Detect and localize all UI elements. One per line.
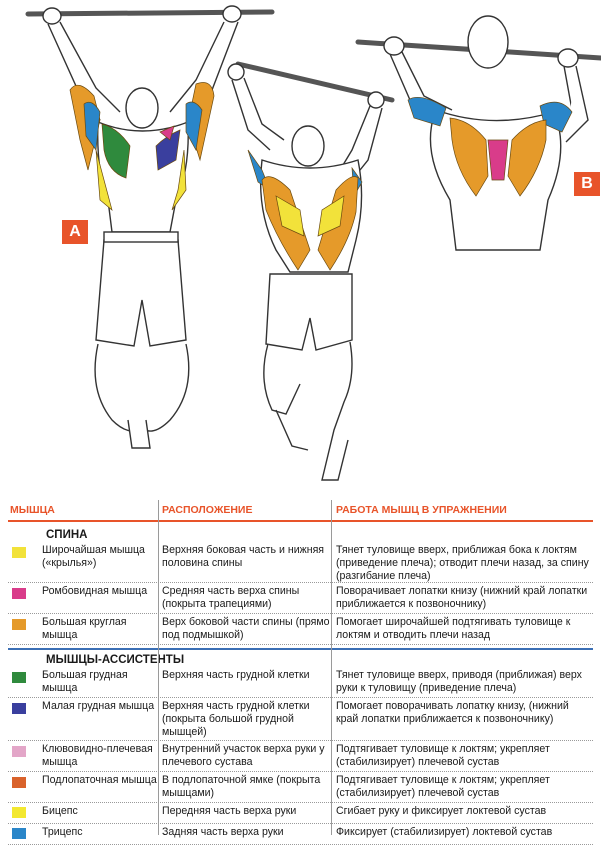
muscle-name: Бицепс — [42, 805, 78, 817]
header-location: РАСПОЛОЖЕНИЕ — [162, 504, 253, 516]
muscle-location: Верхняя боковая часть и нижняя половина спины — [162, 544, 325, 569]
muscle-action: Помогает широчайшей подтягивать туловище к локтям и отводить плечи назад — [336, 616, 571, 641]
muscle-action: Помогает поворачивать лопатку книзу, (нижний край лопатки приближается к позвоночнику) — [336, 700, 569, 725]
section-separator — [8, 648, 593, 650]
muscle-location: Верх боковой части спины (прямо под подмышкой) — [162, 616, 330, 641]
color-swatch — [12, 777, 26, 788]
muscle-name: Широчайшая мышца («крылья») — [42, 544, 145, 569]
color-swatch — [12, 672, 26, 683]
table-row — [8, 542, 593, 583]
muscle-action: Подтягивает туловище к локтям; укрепляет (стабилизирует) плечевой сустав — [336, 743, 550, 768]
header-muscle: МЫШЦА — [10, 504, 55, 516]
color-swatch — [12, 619, 26, 630]
muscle-name: Подлопаточная мышца — [42, 774, 157, 786]
table-row — [8, 667, 593, 698]
muscle-location: В подлопаточной ямке (покрыта мышцами) — [162, 774, 321, 799]
muscle-name: Большая круглая мышца — [42, 616, 127, 641]
muscle-name: Малая грудная мышца — [42, 700, 155, 712]
table-row — [8, 741, 593, 772]
muscle-location: Верхняя часть грудной клетки — [162, 669, 310, 681]
muscle-table — [8, 500, 593, 845]
section-title-back: СПИНА — [46, 529, 88, 541]
table-row — [8, 803, 593, 824]
table-row — [8, 614, 593, 645]
pullup-bar-middle — [238, 64, 392, 100]
figure-b-back-view — [384, 16, 588, 250]
muscle-action: Сгибает руку и фиксирует локтевой сустав — [336, 805, 547, 817]
figure-middle-back-view — [228, 64, 384, 480]
muscle-location: Средняя часть верха спины (покрыта трапециями) — [162, 585, 300, 610]
color-swatch — [12, 828, 26, 839]
color-swatch — [12, 703, 26, 714]
muscle-name: Трицепс — [42, 826, 83, 838]
column-divider — [331, 500, 332, 835]
table-header — [8, 500, 593, 522]
table-row — [8, 772, 593, 803]
muscle-location: Передняя часть верха руки — [162, 805, 297, 817]
figure-b-label: B — [574, 172, 600, 196]
muscle-name: Клювовидно-плечевая мышца — [42, 743, 153, 768]
muscle-action: Поворачивает лопатки книзу (нижний край лопатки приближается к позвоночнику) — [336, 585, 588, 610]
table-row — [8, 824, 593, 845]
column-divider — [158, 500, 159, 835]
muscle-location: Верхняя часть грудной клетки (покрыта большой грудной мышцей) — [162, 700, 310, 738]
table-row — [8, 698, 593, 741]
muscle-location: Внутренний участок верха руки у плечевого сустава — [162, 743, 325, 768]
muscle-location: Задняя часть верха руки — [162, 826, 284, 838]
figure-a-label: A — [62, 220, 88, 244]
color-swatch — [12, 746, 26, 757]
color-swatch — [12, 588, 26, 599]
table-row — [8, 583, 593, 614]
section-title-assistants: МЫШЦЫ-АССИСТЕНТЫ — [46, 654, 185, 666]
muscle-action: Подтягивает туловище к локтям; укрепляет (стабилизирует) плечевой сустав — [336, 774, 550, 799]
color-swatch — [12, 807, 26, 818]
header-action: РАБОТА МЫШЦ В УПРАЖНЕНИИ — [336, 504, 507, 516]
muscle-action: Тянет туловище вверх, приводя (приближая) верх руки к туловищу (приведение плеча) — [336, 669, 582, 694]
muscle-name: Большая грудная мышца — [42, 669, 128, 694]
color-swatch — [12, 547, 26, 558]
muscle-name: Ромбовидная мышца — [42, 585, 148, 597]
muscle-action: Тянет туловище вверх, приближая бока к локтям (приведение плеча); отводит плечи назад, за спину (разгибание плеча) — [336, 544, 589, 582]
muscle-action: Фиксирует (стабилизирует) локтевой сустав — [336, 826, 553, 838]
